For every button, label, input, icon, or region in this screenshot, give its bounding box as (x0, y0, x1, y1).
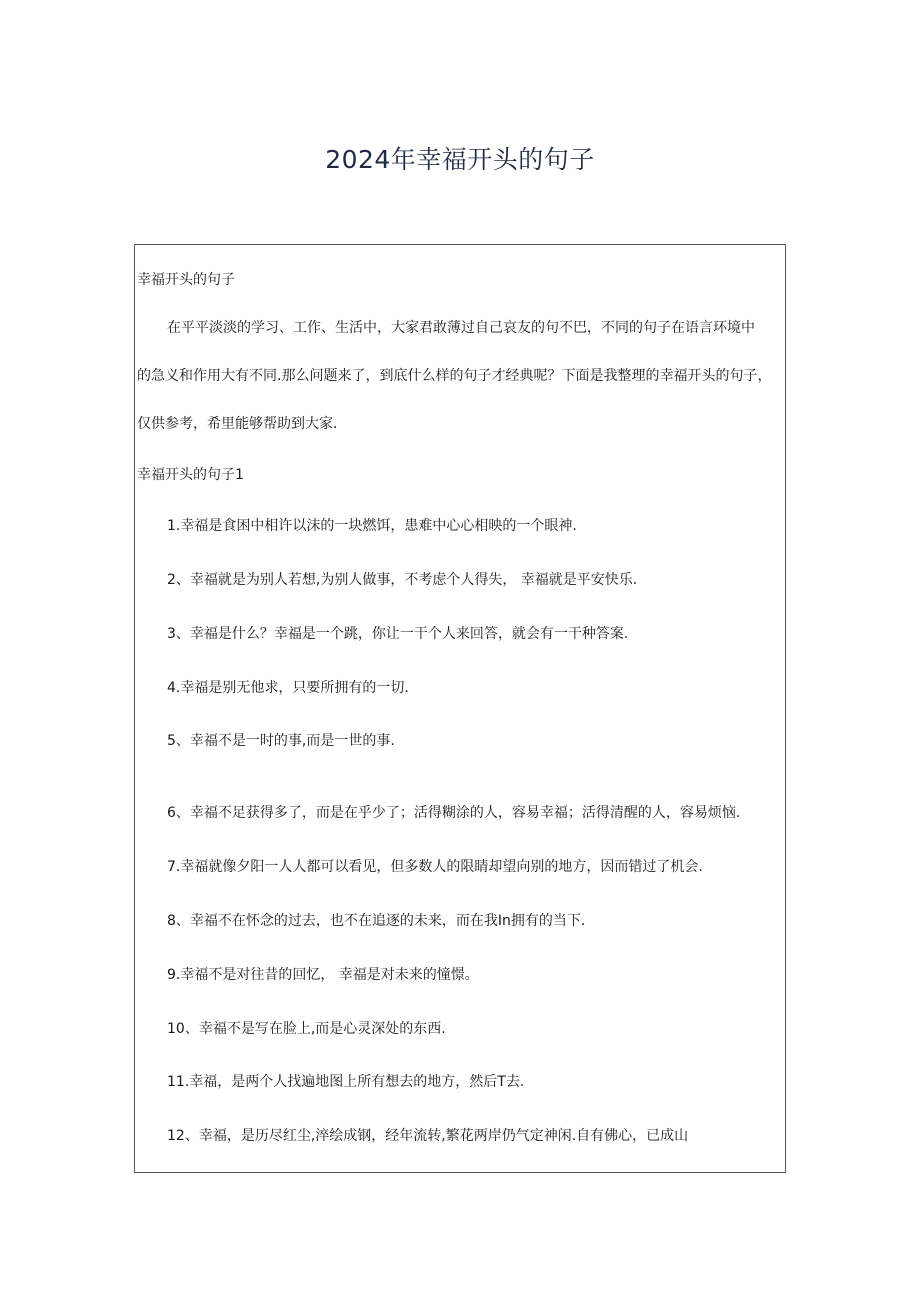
intro-paragraph-line-2: 的急义和作用大有不同.那么问题来了，到底什么样的句子才经典呢？下面是我整理的幸福开头的句子， (137, 368, 772, 384)
list-item: 1.幸福是食困中相许以沫的一块燃饵，患难中心心相映的一个眼神. (167, 518, 577, 534)
list-item: 5、幸福不是一时的事,而是一世的事. (167, 733, 395, 749)
subsection-heading: 幸福开头的句子1 (137, 467, 244, 483)
content-box (134, 244, 786, 1173)
intro-paragraph-line-3: 仅供参考，希里能够帮助到大家. (137, 416, 338, 432)
list-item: 6、幸福不足获得多了，而是在乎少了；活得糊涂的人，容易幸福；活得清醒的人，容易烦恼. (167, 805, 741, 821)
document-title: 2024年幸福开头的句子 (325, 145, 595, 174)
list-item: 10、幸福不是写在脸上,而是心灵深处的东西. (167, 1021, 446, 1037)
list-item: 7.幸福就像夕阳一人人都可以看见，但多数人的限睛却望向别的地方，因而错过了机会. (167, 859, 703, 875)
list-item: 11.幸福，是两个人找遍地图上所有想去的地方，然后T去. (167, 1074, 525, 1090)
list-item: 8、幸福不在怀念的过去，也不在追逐的未来，而在我In拥有的当下. (167, 913, 586, 929)
list-item: 2、幸福就是为别人若想,为别人做事，不考虑个人得失， 幸福就是平安快乐. (167, 572, 638, 588)
list-item: 9.幸福不是对往昔的回忆， 幸福是对未来的憧憬。 (167, 967, 479, 983)
list-item: 12、幸福，是历尽红尘,淬绘成钢，经年流转,繁花两岸仍气定神闲.自有佛心，已成山 (167, 1128, 689, 1144)
section-heading: 幸福开头的句子 (137, 272, 235, 288)
intro-paragraph-line-1: 在平平淡淡的学习、工作、生活中，大家君敢薄过自己哀友的句不巴，不同的句子在语言环境中 (167, 320, 755, 336)
list-item: 4.幸福是别无他求，只要所拥有的一切. (167, 680, 409, 696)
list-item: 3、幸福是什么？幸福是一个跳，你让一干个人来回答，就会有一干种答案. (167, 626, 629, 642)
